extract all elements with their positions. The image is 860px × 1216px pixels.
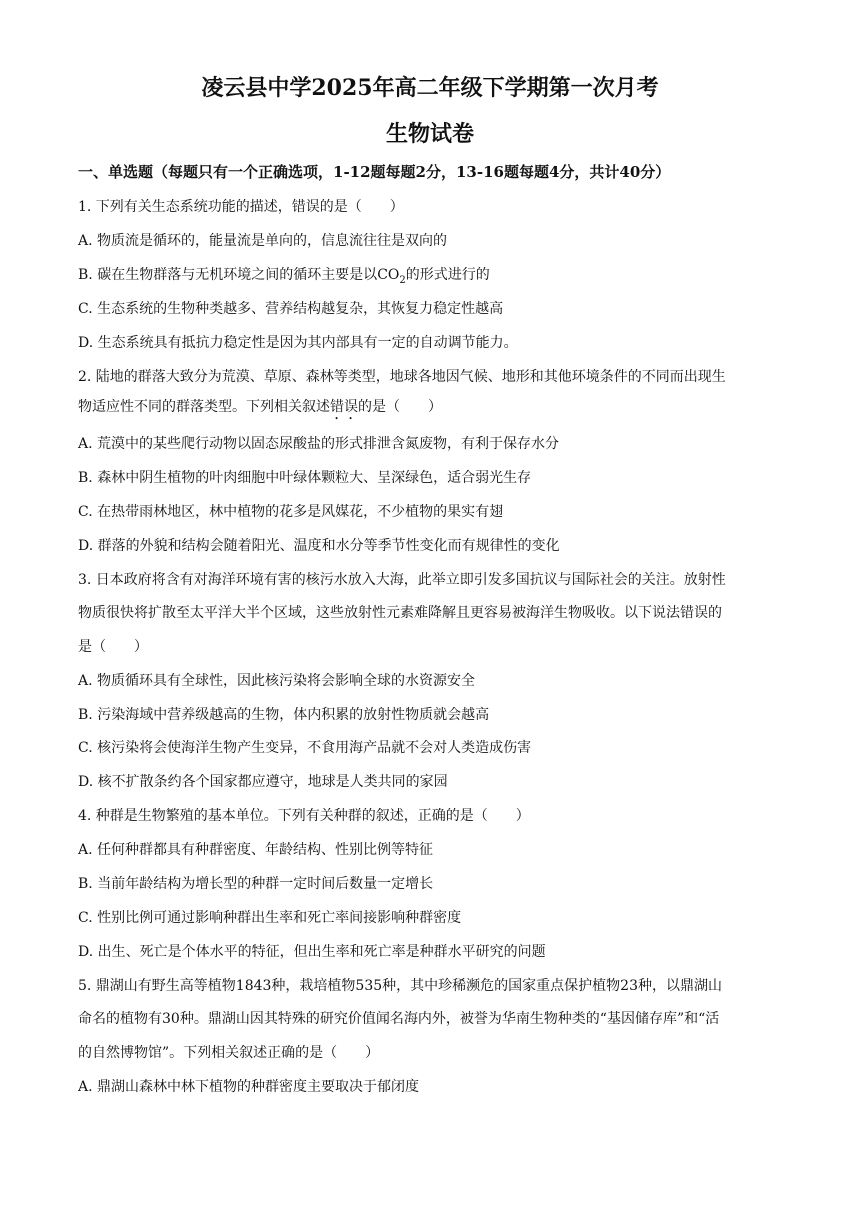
question-2-stem-line-2: 物适应性不同的群落类型。下列相关叙述错误的是（ ） xyxy=(78,399,442,415)
question-4-option-a: A. 任何种群都具有种群密度、年龄结构、性别比例等特征 xyxy=(78,842,434,858)
question-5-stem-line-3: 的自然博物馆”。下列相关叙述正确的是（ ） xyxy=(78,1045,380,1061)
question-1-option-b xyxy=(78,264,798,292)
section-heading: 一、单选题（每题只有一个正确选项，1-12题每题2分，13-16题每题4分，共计40分） xyxy=(78,163,671,181)
question-3-stem-line-1: 3. 日本政府将含有对海洋环境有害的核污水放入大海，此举立即引发多国抗议与国际社会的关注。放射性 xyxy=(78,572,726,588)
question-4-option-c: C. 性别比例可通过影响种群出生率和死亡率间接影响种群密度 xyxy=(78,910,462,926)
question-5-stem-line-2: 命名的植物有30种。鼎湖山因其特殊的研究价值闻名海内外，被誉为华南生物种类的“基因储存库”和“活 xyxy=(78,1011,720,1027)
question-4-option-b: B. 当前年龄结构为增长型的种群一定时间后数量一定增长 xyxy=(78,876,434,892)
exam-subtitle: 生物试卷 xyxy=(385,121,474,147)
co2-formula: $CO_2$ xyxy=(377,267,406,286)
question-3-option-c: C. 核污染将会使海洋生物产生变异，不食用海产品就不会对人类造成伤害 xyxy=(78,740,532,756)
exam-title: 凌云县中学2025年高二年级下学期第一次月考 xyxy=(201,75,659,101)
question-2-option-a: A. 荒漠中的某些爬行动物以固态尿酸盐的形式排泄含氮废物，有利于保存水分 xyxy=(78,436,560,452)
option-b-tail: 的形式进行的 xyxy=(405,267,490,283)
question-3-stem-line-2: 物质很快将扩散至太平洋大半个区域，这些放射性元素难降解且更容易被海洋生物吸收。以下说法错误的 xyxy=(78,605,722,621)
question-1-option-c: C. 生态系统的生物种类越多、营养结构越复杂，其恢复力稳定性越高 xyxy=(78,301,504,317)
question-4-stem: 4. 种群是生物繁殖的基本单位。下列有关种群的叙述，正确的是（ ） xyxy=(78,808,530,824)
question-3-option-b: B. 污染海域中营养级越高的生物，体内积累的放射性物质就会越高 xyxy=(78,707,490,723)
question-1-stem: 1. 下列有关生态系统功能的描述，错误的是（ ） xyxy=(78,199,404,215)
question-4-option-d: D. 出生、死亡是个体水平的特征，但出生率和死亡率是种群水平研究的问题 xyxy=(78,944,546,960)
question-1-option-a: A. 物质流是循环的，能量流是单向的，信息流往往是双向的 xyxy=(78,233,448,249)
question-3-stem-line-3: 是（ ） xyxy=(78,639,148,655)
question-1-option-d: D. 生态系统具有抵抗力稳定性是因为其内部具有一定的自动调节能力。 xyxy=(78,335,518,351)
question-5-stem-line-1: 5. 鼎湖山有野生高等植物1843种，栽培植物535种，其中珍稀濒危的国家重点保护植物23种，以鼎湖山 xyxy=(78,978,722,994)
question-2-option-c: C. 在热带雨林地区，林中植物的花多是风媒花，不少植物的果实有翅 xyxy=(78,504,504,520)
option-b-text: B. 碳在生物群落与无机环境之间的循环主要是以 xyxy=(78,267,378,283)
question-2-stem-line-1: 2. 陆地的群落大致分为荒漠、草原、森林等类型，地球各地因气候、地形和其他环境条件的不同而出现生 xyxy=(78,369,726,385)
question-2-option-d: D. 群落的外貌和结构会随着阳光、温度和水分等季节性变化而有规律性的变化 xyxy=(78,538,560,554)
question-2-option-b: B. 森林中阴生植物的叶肉细胞中叶绿体颗粒大、呈深绿色，适合弱光生存 xyxy=(78,470,532,486)
question-5-option-a: A. 鼎湖山森林中林下植物的种群密度主要取决于郁闭度 xyxy=(78,1079,420,1095)
question-3-option-a: A. 物质循环具有全球性，因此核污染将会影响全球的水资源安全 xyxy=(78,673,476,689)
question-3-option-d: D. 核不扩散条约各个国家都应遵守，地球是人类共同的家园 xyxy=(78,774,448,790)
emphasis-text: 错误 xyxy=(330,399,358,415)
